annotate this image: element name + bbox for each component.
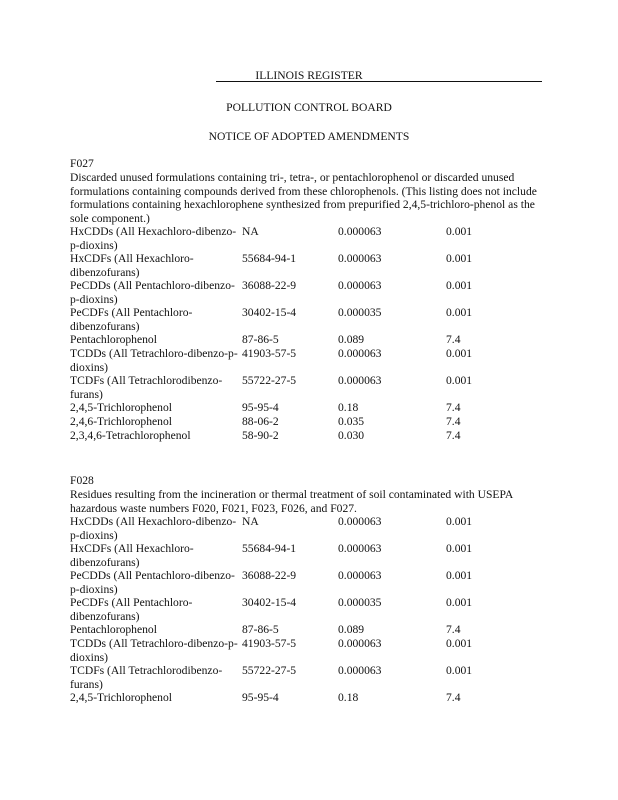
waste-description: Residues resulting from the incineration or thermal treatment of soil contaminated with USEPA hazardous waste numbers F020, F021, F023, F026, and F027. [70, 488, 513, 515]
constituent-name: PeCDFs (All Pentachloro-dibenzofurans) [70, 596, 193, 623]
nonwastewater-value: 0.001 [446, 596, 473, 609]
nonwastewater-value: 7.4 [446, 429, 461, 442]
constituent-name: PeCDDs (All Pentachloro-dibenzo-p-dioxins) [70, 569, 235, 596]
table-row [70, 515, 550, 542]
nonwastewater-value: 0.001 [446, 542, 473, 555]
table-row [70, 374, 550, 401]
section-f028 [70, 474, 550, 705]
constituent-name: PeCDFs (All Pentachloro-dibenzofurans) [70, 306, 193, 333]
table-row [70, 596, 550, 623]
constituent-name: 2,4,5-Trichlorophenol [70, 691, 172, 704]
nonwastewater-value: 0.001 [446, 347, 473, 360]
wastewater-value: 0.089 [338, 623, 365, 636]
table-row [70, 569, 550, 596]
wastewater-value: 0.000063 [338, 225, 382, 238]
cas-number: 95-95-4 [242, 401, 279, 414]
wastewater-value: 0.000063 [338, 252, 382, 265]
constituent-name: Pentachlorophenol [70, 333, 157, 346]
cas-number: 36088-22-9 [242, 279, 297, 292]
constituent-name: PeCDDs (All Pentachloro-dibenzo-p-dioxins) [70, 279, 235, 306]
cas-number: 30402-15-4 [242, 306, 297, 319]
wastewater-value: 0.000063 [338, 542, 382, 555]
table-row [70, 429, 550, 443]
nonwastewater-value: 0.001 [446, 225, 473, 238]
cas-number: 88-06-2 [242, 415, 279, 428]
register-title: ILLINOIS REGISTER [255, 69, 363, 82]
notice-title: NOTICE OF ADOPTED AMENDMENTS [208, 130, 410, 143]
nonwastewater-value: 0.001 [446, 374, 473, 387]
constituent-name: TCDFs (All Tetrachlorodibenzo-furans) [70, 374, 223, 401]
constituent-table [70, 515, 550, 705]
table-row [70, 306, 550, 333]
wastewater-value: 0.030 [338, 429, 365, 442]
constituent-name: 2,4,6-Trichlorophenol [70, 415, 172, 428]
cas-number: 41903-57-5 [242, 347, 297, 360]
table-row [70, 225, 550, 252]
nonwastewater-value: 7.4 [446, 691, 461, 704]
nonwastewater-value: 0.001 [446, 664, 473, 677]
constituent-name: Pentachlorophenol [70, 623, 157, 636]
constituent-name: HxCDFs (All Hexachloro-dibenzofurans) [70, 252, 194, 279]
table-row [70, 637, 550, 664]
table-row [70, 333, 550, 347]
wastewater-value: 0.000063 [338, 515, 382, 528]
wastewater-value: 0.089 [338, 333, 365, 346]
nonwastewater-value: 0.001 [446, 637, 473, 650]
wastewater-value: 0.000063 [338, 637, 382, 650]
nonwastewater-value: 7.4 [446, 401, 461, 414]
wastewater-value: 0.000063 [338, 374, 382, 387]
wastewater-value: 0.000063 [338, 279, 382, 292]
nonwastewater-value: 0.001 [446, 252, 473, 265]
nonwastewater-value: 7.4 [446, 415, 461, 428]
cas-number: 36088-22-9 [242, 569, 297, 582]
cas-number: 55684-94-1 [242, 542, 297, 555]
wastewater-value: 0.000063 [338, 347, 382, 360]
cas-number: NA [242, 515, 259, 528]
wastewater-value: 0.000035 [338, 306, 382, 319]
cas-number: 58-90-2 [242, 429, 279, 442]
nonwastewater-value: 0.001 [446, 279, 473, 292]
constituent-name: TCDDs (All Tetrachloro-dibenzo-p-dioxins) [70, 347, 238, 374]
constituent-name: TCDDs (All Tetrachloro-dibenzo-p-dioxins) [70, 637, 238, 664]
constituent-name: HxCDDs (All Hexachloro-dibenzo-p-dioxins) [70, 515, 237, 542]
section-f027 [70, 157, 550, 443]
constituent-name: HxCDFs (All Hexachloro-dibenzofurans) [70, 542, 194, 569]
cas-number: 95-95-4 [242, 691, 279, 704]
cas-number: 87-86-5 [242, 333, 279, 346]
constituent-name: 2,4,5-Trichlorophenol [70, 401, 172, 414]
wastewater-value: 0.000035 [338, 596, 382, 609]
nonwastewater-value: 0.001 [446, 515, 473, 528]
wastewater-value: 0.000063 [338, 569, 382, 582]
table-row [70, 691, 550, 705]
cas-number: NA [242, 225, 259, 238]
table-row [70, 401, 550, 415]
waste-code: F027 [70, 157, 94, 170]
table-row [70, 664, 550, 691]
cas-number: 55722-27-5 [242, 374, 297, 387]
table-row [70, 415, 550, 429]
nonwastewater-value: 7.4 [446, 333, 461, 346]
table-row [70, 347, 550, 374]
nonwastewater-value: 0.001 [446, 306, 473, 319]
cas-number: 41903-57-5 [242, 637, 297, 650]
table-row [70, 252, 550, 279]
wastewater-value: 0.000063 [338, 664, 382, 677]
cas-number: 87-86-5 [242, 623, 279, 636]
board-title: POLLUTION CONTROL BOARD [226, 101, 392, 114]
cas-number: 55722-27-5 [242, 664, 297, 677]
constituent-table [70, 225, 550, 443]
constituent-name: HxCDDs (All Hexachloro-dibenzo-p-dioxins) [70, 225, 237, 252]
table-row [70, 542, 550, 569]
wastewater-value: 0.035 [338, 415, 365, 428]
nonwastewater-value: 7.4 [446, 623, 461, 636]
table-row [70, 279, 550, 306]
waste-code: F028 [70, 474, 94, 487]
table-row [70, 623, 550, 637]
wastewater-value: 0.18 [338, 691, 359, 704]
cas-number: 55684-94-1 [242, 252, 297, 265]
constituent-name: TCDFs (All Tetrachlorodibenzo-furans) [70, 664, 223, 691]
constituent-name: 2,3,4,6-Tetrachlorophenol [70, 429, 191, 442]
wastewater-value: 0.18 [338, 401, 359, 414]
nonwastewater-value: 0.001 [446, 569, 473, 582]
cas-number: 30402-15-4 [242, 596, 297, 609]
waste-description: Discarded unused formulations containing tri-, tetra-, or pentachlorophenol or discarded unused formulations containing compounds derived from these chlorophenols. (This listing does not include formulations containing hexachlorophene synthesized from prepurified 2,4,5-trichloro-phenol as the sole component.) [70, 171, 537, 225]
